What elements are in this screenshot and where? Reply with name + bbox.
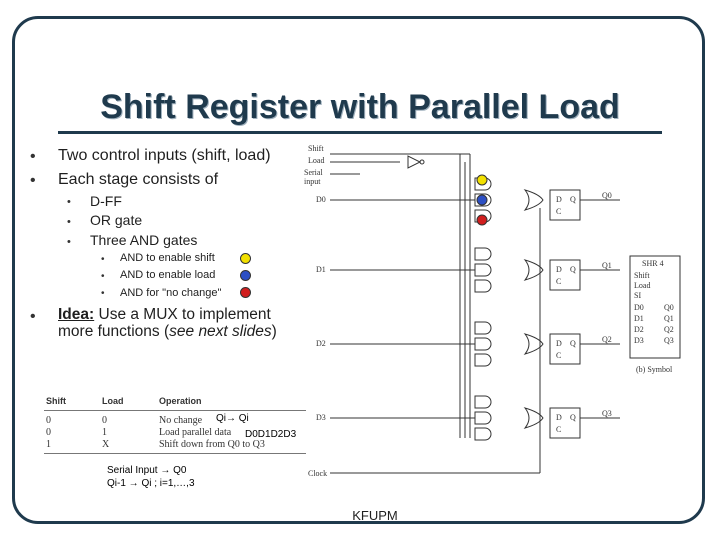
ff-d-label: D	[556, 413, 562, 422]
label-d2: D2	[316, 339, 326, 348]
idea-italic: see next slides	[169, 323, 272, 340]
ff-d-label: D	[556, 195, 562, 204]
label-load: Load	[308, 156, 325, 165]
annotation-serial-input: Serial Input → Q0	[107, 465, 187, 476]
annotation-shift-rule: Qi-1 → Qi ; i=1,…,3	[107, 478, 195, 489]
label-clock: Clock	[308, 469, 328, 478]
ff-d-label: D	[556, 265, 562, 274]
symbol-pin: D0	[634, 303, 644, 312]
red-marker-icon	[477, 215, 487, 225]
label-d1: D1	[316, 265, 326, 274]
annotation-parallel-data: D0D1D2D3	[245, 429, 297, 440]
title-underline	[58, 131, 662, 134]
table-cell: No change	[159, 415, 203, 426]
table-cell: 1	[46, 439, 51, 450]
table-header-rule	[44, 410, 306, 411]
bullet-marker: •	[30, 308, 36, 325]
symbol-pin: Q3	[664, 336, 674, 345]
sub-sub-bullet-no-change: AND for "no change"	[120, 287, 222, 299]
symbol-pin: SI	[634, 291, 642, 300]
idea-text: Use a MUX to implement more functions (	[58, 306, 271, 340]
sub-bullet-marker: •	[67, 236, 71, 248]
ff-c-label: C	[556, 277, 562, 286]
ff-q-label: Q	[570, 195, 576, 204]
footer-kfupm: KFUPM	[352, 508, 398, 523]
symbol-pin: Q2	[664, 325, 674, 334]
label-q0: Q0	[602, 191, 612, 200]
symbol-pin: Q1	[664, 314, 674, 323]
table-cell: 1	[102, 427, 107, 438]
blue-dot-icon	[240, 270, 251, 281]
sub-sub-bullet-marker: •	[101, 288, 105, 299]
shift-register-schematic	[300, 138, 690, 490]
label-d3: D3	[316, 413, 326, 422]
sub-bullet-marker: •	[67, 216, 71, 228]
col-header-operation: Operation	[159, 396, 202, 406]
symbol-pin: D3	[634, 336, 644, 345]
symbol-pin: Shift	[634, 271, 650, 280]
table-cell: 0	[46, 415, 51, 426]
sub-sub-bullet-load: AND to enable load	[120, 269, 216, 281]
symbol-pin: Load	[634, 281, 651, 290]
ff-q-label: Q	[570, 413, 576, 422]
red-dot-icon	[240, 287, 251, 298]
sub-bullet-marker: •	[67, 196, 71, 208]
blue-marker-icon	[477, 195, 487, 205]
table-bottom-rule	[44, 453, 306, 454]
inverter-gate	[408, 156, 420, 168]
label-q1: Q1	[602, 261, 612, 270]
ff-d-label: D	[556, 339, 562, 348]
label-shift: Shift	[308, 144, 324, 153]
sub-bullet-and-gates: Three AND gates	[90, 232, 198, 248]
table-cell: 0	[46, 427, 51, 438]
yellow-dot-icon	[240, 253, 251, 264]
label-q2: Q2	[602, 335, 612, 344]
ff-c-label: C	[556, 351, 562, 360]
stage-0	[330, 178, 620, 222]
col-header-load: Load	[102, 396, 124, 406]
slide-title: Shift Register with Parallel Load	[100, 88, 620, 126]
idea-bullet	[58, 306, 303, 340]
ff-q-label: Q	[570, 339, 576, 348]
table-cell: 0	[102, 415, 107, 426]
symbol-pin: D2	[634, 325, 644, 334]
stage-2	[330, 322, 620, 366]
ff-c-label: C	[556, 425, 562, 434]
symbol-pin: Q0	[664, 303, 674, 312]
stage-3	[330, 396, 620, 440]
symbol-title: SHR 4	[642, 259, 664, 268]
stage-1	[330, 248, 620, 292]
sub-sub-bullet-shift: AND to enable shift	[120, 252, 215, 264]
label-serial: Serial	[304, 168, 323, 177]
ff-q-label: Q	[570, 265, 576, 274]
annotation-no-change: Qi→ Qi	[216, 413, 249, 424]
sub-bullet-dff: D-FF	[90, 193, 122, 209]
label-d0: D0	[316, 195, 326, 204]
bullet-stage-consists: Each stage consists of	[58, 171, 219, 188]
idea-close: )	[271, 323, 277, 340]
bullet-marker: •	[30, 172, 36, 189]
yellow-marker-icon	[477, 175, 487, 185]
bullet-control-inputs: Two control inputs (shift, load)	[58, 147, 271, 164]
col-header-shift: Shift	[46, 396, 66, 406]
sub-sub-bullet-marker: •	[101, 254, 105, 265]
table-cell: Load parallel data	[159, 427, 232, 438]
label-q3: Q3	[602, 409, 612, 418]
symbol-pin: D1	[634, 314, 644, 323]
table-cell: Shift down from Q0 to Q3	[159, 439, 265, 450]
ff-c-label: C	[556, 207, 562, 216]
table-cell: X	[102, 439, 110, 450]
idea-label: Idea:	[58, 306, 95, 323]
sub-bullet-or-gate: OR gate	[90, 212, 143, 228]
symbol-caption: (b) Symbol	[636, 365, 673, 374]
label-input: input	[304, 177, 321, 186]
sub-sub-bullet-marker: •	[101, 271, 105, 282]
bullet-marker: •	[30, 148, 36, 165]
